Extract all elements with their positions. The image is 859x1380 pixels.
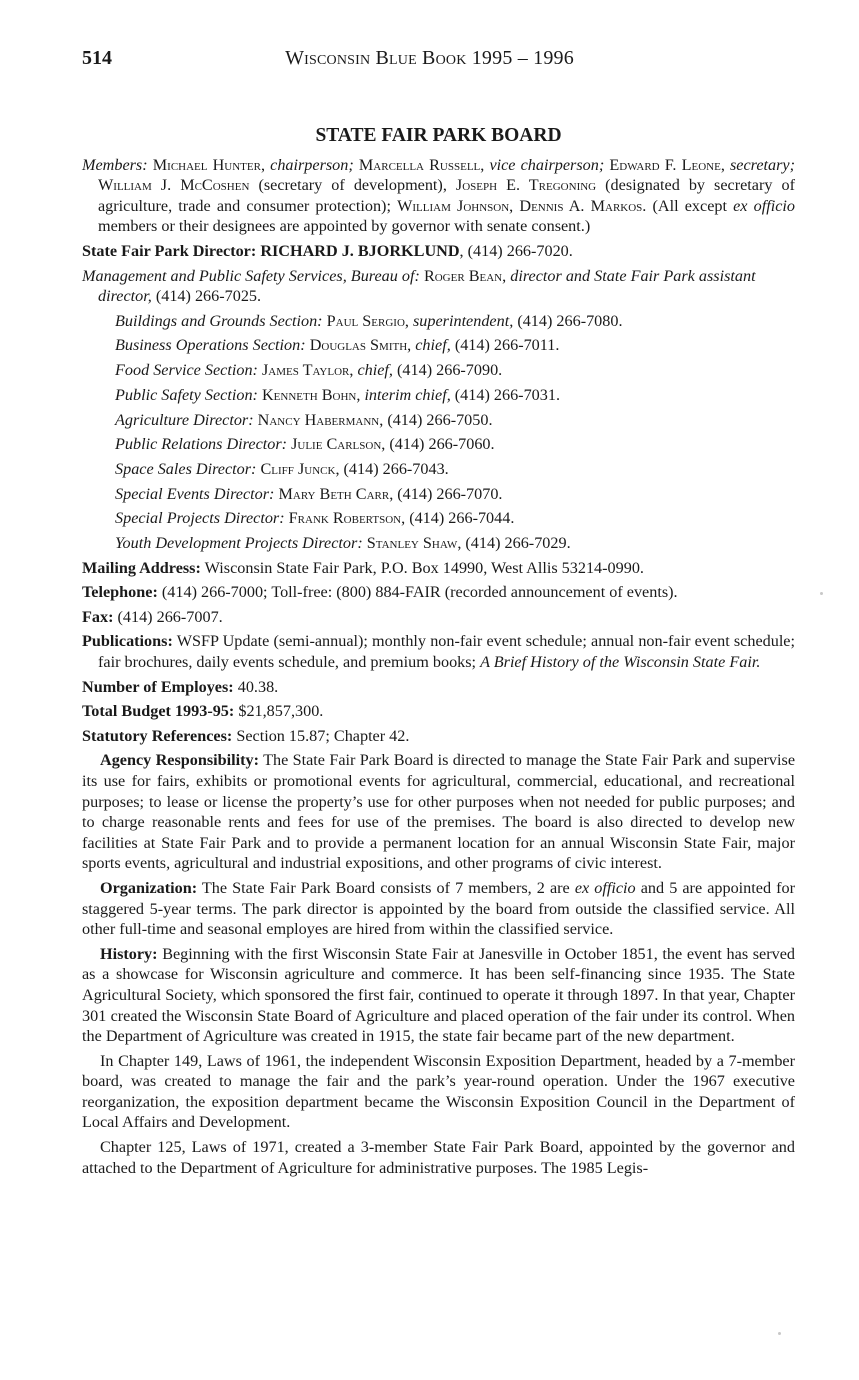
section-phone: (414) 266-7044. bbox=[409, 509, 515, 528]
history-label: History: bbox=[100, 944, 158, 963]
section-phone: (414) 266-7031. bbox=[454, 385, 560, 404]
mailing-address bbox=[82, 558, 795, 579]
budget-label: Total Budget 1993-95: bbox=[82, 702, 235, 721]
section-label: Youth Development Projects Director: bbox=[115, 533, 363, 552]
section-label: Agriculture Director: bbox=[115, 410, 254, 429]
section-phone: (414) 266-7060. bbox=[389, 435, 495, 454]
page-body bbox=[82, 126, 795, 1182]
telephone-label: Telephone: bbox=[82, 583, 158, 602]
section-head-name: Stanley Shaw bbox=[366, 533, 458, 552]
members-label: Members: bbox=[82, 155, 148, 174]
list-item: Space Sales Director: Cliff Junck, (414) 266-7043. bbox=[115, 459, 449, 478]
section-head-title: interim chief, bbox=[364, 385, 451, 404]
page-title: STATE FAIR PARK BOARD bbox=[315, 125, 562, 146]
section-label: Space Sales Director: bbox=[115, 459, 257, 478]
agency-label: Agency Responsibility: bbox=[100, 751, 260, 770]
budget bbox=[82, 701, 795, 722]
fax bbox=[82, 607, 795, 628]
section-phone: (414) 266-7050. bbox=[387, 410, 493, 429]
bureau-head-name: Roger Bean bbox=[423, 266, 503, 285]
employes-label: Number of Employes: bbox=[82, 677, 234, 696]
section-phone: (414) 266-7080. bbox=[517, 311, 623, 330]
section-list bbox=[115, 311, 795, 554]
member-name: Edward F. Leone bbox=[609, 155, 721, 174]
telephone bbox=[82, 582, 795, 603]
list-item: Special Projects Director: Frank Robertson, (414) 266-7044. bbox=[115, 509, 515, 528]
fax-label: Fax: bbox=[82, 607, 114, 626]
history-paragraph bbox=[82, 944, 795, 1047]
section-phone: (414) 266-7070. bbox=[397, 484, 503, 503]
publications-label: Publications: bbox=[82, 632, 173, 651]
budget-value: $21,857,300. bbox=[238, 702, 324, 721]
history-paragraph-2: In Chapter 149, Laws of 1961, the independent Wisconsin Exposition Department, headed by a 7-member board, was created to manage the fair and the park’s year-round operation. Under the 1967 executive reorganization, the exposition department became the Wisconsin Exposition Council in the Department of Local Affairs and Development. bbox=[82, 1051, 795, 1132]
member-name: Dennis A. Markos bbox=[519, 196, 643, 215]
agency-responsibility-paragraph bbox=[82, 750, 795, 874]
list-item: Agriculture Director: Nancy Habermann, (414) 266-7050. bbox=[115, 410, 493, 429]
running-head: Wisconsin Blue Book 1995 – 1996 bbox=[285, 47, 574, 69]
list-item: Public Relations Director: Julie Carlson, (414) 266-7060. bbox=[115, 435, 495, 454]
publications bbox=[82, 631, 795, 672]
list-item: Buildings and Grounds Section: Paul Sergio, superintendent, (414) 266-7080. bbox=[115, 311, 623, 330]
section-head-title: chief, bbox=[357, 361, 393, 380]
member-role: chairperson; bbox=[270, 155, 354, 174]
member-role: vice chairperson; bbox=[489, 155, 605, 174]
publications-italic: A Brief History of the Wisconsin State Fair. bbox=[480, 653, 761, 671]
section-label: Food Service Section: bbox=[115, 361, 258, 380]
member-name: Marcella Russell bbox=[358, 155, 481, 174]
organization-text: and 5 are appointed for staggered 5-year terms. The park director is appointed by the board from outside the classified service. All other full-time and seasonal employes are hired from within the classified service. bbox=[82, 878, 796, 939]
members-closing-italic: ex officio bbox=[733, 196, 796, 215]
list-item: Public Safety Section: Kenneth Bohn, interim chief, (414) 266-7031. bbox=[115, 385, 560, 404]
statutory-label: Statutory References: bbox=[82, 726, 233, 745]
organization-text: The State Fair Park Board consists of 7 members, 2 are bbox=[201, 878, 570, 897]
list-item: Food Service Section: James Taylor, chief, (414) 266-7090. bbox=[115, 361, 503, 380]
section-head-name: Nancy Habermann bbox=[257, 410, 380, 429]
page-number: 514 bbox=[82, 47, 112, 69]
section-head-name: Paul Sergio bbox=[326, 311, 405, 330]
section-label: Buildings and Grounds Section: bbox=[115, 311, 323, 330]
organization-italic: ex officio bbox=[574, 878, 636, 897]
history-paragraph-3: Chapter 125, Laws of 1971, created a 3-member State Fair Park Board, appointed by the governor and attached to the Department of Agriculture for administrative purposes. The 1985 Legis- bbox=[82, 1138, 795, 1177]
agency-text: The State Fair Park Board is directed to manage the State Fair Park and supervise its use for fairs, exhibits or promotional events for agricultural, commercial, educational, and recreational purposes; to lease or license the property’s use for other purposes when not needed for public purposes; and to charge reasonable rents and fees for use of the premises. The board is also directed to develop new facilities at State Fair Park and to provide a permanent location for an annual Wisconsin State Fair, major sports events, agricultural and industrial expositions, and other programs of civic interest. bbox=[82, 751, 795, 873]
section-phone: (414) 266-7043. bbox=[343, 459, 449, 478]
section-head-title: superintendent, bbox=[413, 311, 514, 330]
member-name: William J. McCoshen bbox=[98, 176, 250, 195]
employes bbox=[82, 677, 795, 698]
bureau-phone: (414) 266-7025. bbox=[155, 287, 262, 306]
section-label: Public Relations Director: bbox=[115, 435, 288, 454]
statutory-value: Section 15.87; Chapter 42. bbox=[236, 726, 410, 745]
director-phone: (414) 266-7020. bbox=[467, 241, 573, 260]
section-head-name: Mary Beth Carr bbox=[278, 484, 390, 503]
section-label: Business Operations Section: bbox=[115, 336, 306, 355]
list-item: Business Operations Section: Douglas Smith, chief, (414) 266-7011. bbox=[115, 336, 560, 355]
member-note: (designated by secretary of agriculture, trade and consumer protection); bbox=[98, 176, 795, 215]
mailing-value: Wisconsin State Fair Park, P.O. Box 14990, West Allis 53214-0990. bbox=[204, 558, 644, 577]
section-head-title: chief, bbox=[415, 336, 451, 355]
members-entry: Members: Michael Hunter, chairperson; Marcella Russell, vice chairperson; Edward F. Leone, secretary; William J. McCoshen (secretary of development), Joseph E. Tregoning (designated by secretary of agriculture, trade and consumer protection); William Johnson, Dennis A. Markos. (All except ex officio members or their designees are appointed by governor with senate consent.) bbox=[82, 155, 796, 236]
history-text: Beginning with the first Wisconsin State Fair at Janesville in October 1851, the event has served as a showcase for Wisconsin agriculture and commerce. It has been self-financing since 1935. The State Agricultural Society, which sponsored the first fair, continued to operate it through 1897. In that year, Chapter 301 created the Wisconsin State Board of Agriculture and placed operation of the fair under its control. When the Department of Agriculture was created in 1915, the state fair became part of the new department. bbox=[82, 944, 796, 1046]
statutory-references bbox=[82, 726, 795, 747]
director-entry: State Fair Park Director: RICHARD J. BJORKLUND, (414) 266-7020. bbox=[82, 241, 573, 260]
list-item: Special Events Director: Mary Beth Carr, (414) 266-7070. bbox=[115, 484, 503, 503]
director-label: State Fair Park Director: bbox=[82, 241, 257, 260]
member-name: Michael Hunter bbox=[152, 155, 261, 174]
organization-paragraph bbox=[82, 878, 795, 940]
telephone-value: (414) 266-7000; Toll-free: (800) 884-FAIR (recorded announcement of events). bbox=[161, 583, 678, 602]
section-phone: (414) 266-7090. bbox=[397, 361, 503, 380]
scan-speck bbox=[820, 592, 823, 595]
member-name: William Johnson bbox=[397, 196, 510, 215]
section-head-name: Douglas Smith bbox=[309, 336, 408, 355]
mailing-label: Mailing Address: bbox=[82, 558, 201, 577]
member-role: secretary; bbox=[729, 155, 796, 174]
section-head-name: Kenneth Bohn bbox=[261, 385, 357, 404]
bureau-entry: Management and Public Safety Services, Bureau of: Roger Bean, director and State Fair Park assistant director, (414) 266-7025. bbox=[82, 266, 756, 306]
section-label: Special Events Director: bbox=[115, 484, 275, 503]
members-closing-post: members or their designees are appointed by governor with senate consent.) bbox=[98, 217, 591, 236]
members-closing-pre: (All except bbox=[652, 196, 727, 215]
organization-label: Organization: bbox=[100, 878, 198, 897]
list-item: Youth Development Projects Director: Stanley Shaw, (414) 266-7029. bbox=[115, 533, 571, 552]
section-phone: (414) 266-7029. bbox=[465, 533, 571, 552]
section-phone: (414) 266-7011. bbox=[454, 336, 560, 355]
fax-value: (414) 266-7007. bbox=[117, 607, 223, 626]
employes-value: 40.38. bbox=[237, 677, 279, 696]
member-note: (secretary of development), bbox=[258, 176, 447, 195]
bureau-label: Management and Public Safety Services, Bureau of: bbox=[82, 266, 420, 285]
bureau-head-title: director and State Fair Park assistant director, bbox=[98, 266, 756, 306]
section-head-name: Frank Robertson bbox=[288, 509, 402, 528]
scan-speck bbox=[778, 1332, 781, 1335]
section-label: Public Safety Section: bbox=[115, 385, 258, 404]
member-name: Joseph E. Tregoning bbox=[455, 176, 597, 195]
publications-value: WSFP Update (semi-annual); monthly non-fair event schedule; annual non-fair event schedule; fair brochures, daily events schedule, and premium books; bbox=[98, 632, 795, 671]
director-name: RICHARD J. BJORKLUND bbox=[260, 241, 460, 260]
section-head-name: James Taylor bbox=[261, 361, 350, 380]
section-head-name: Julie Carlson bbox=[291, 435, 382, 454]
section-label: Special Projects Director: bbox=[115, 509, 285, 528]
section-head-name: Cliff Junck bbox=[260, 459, 336, 478]
